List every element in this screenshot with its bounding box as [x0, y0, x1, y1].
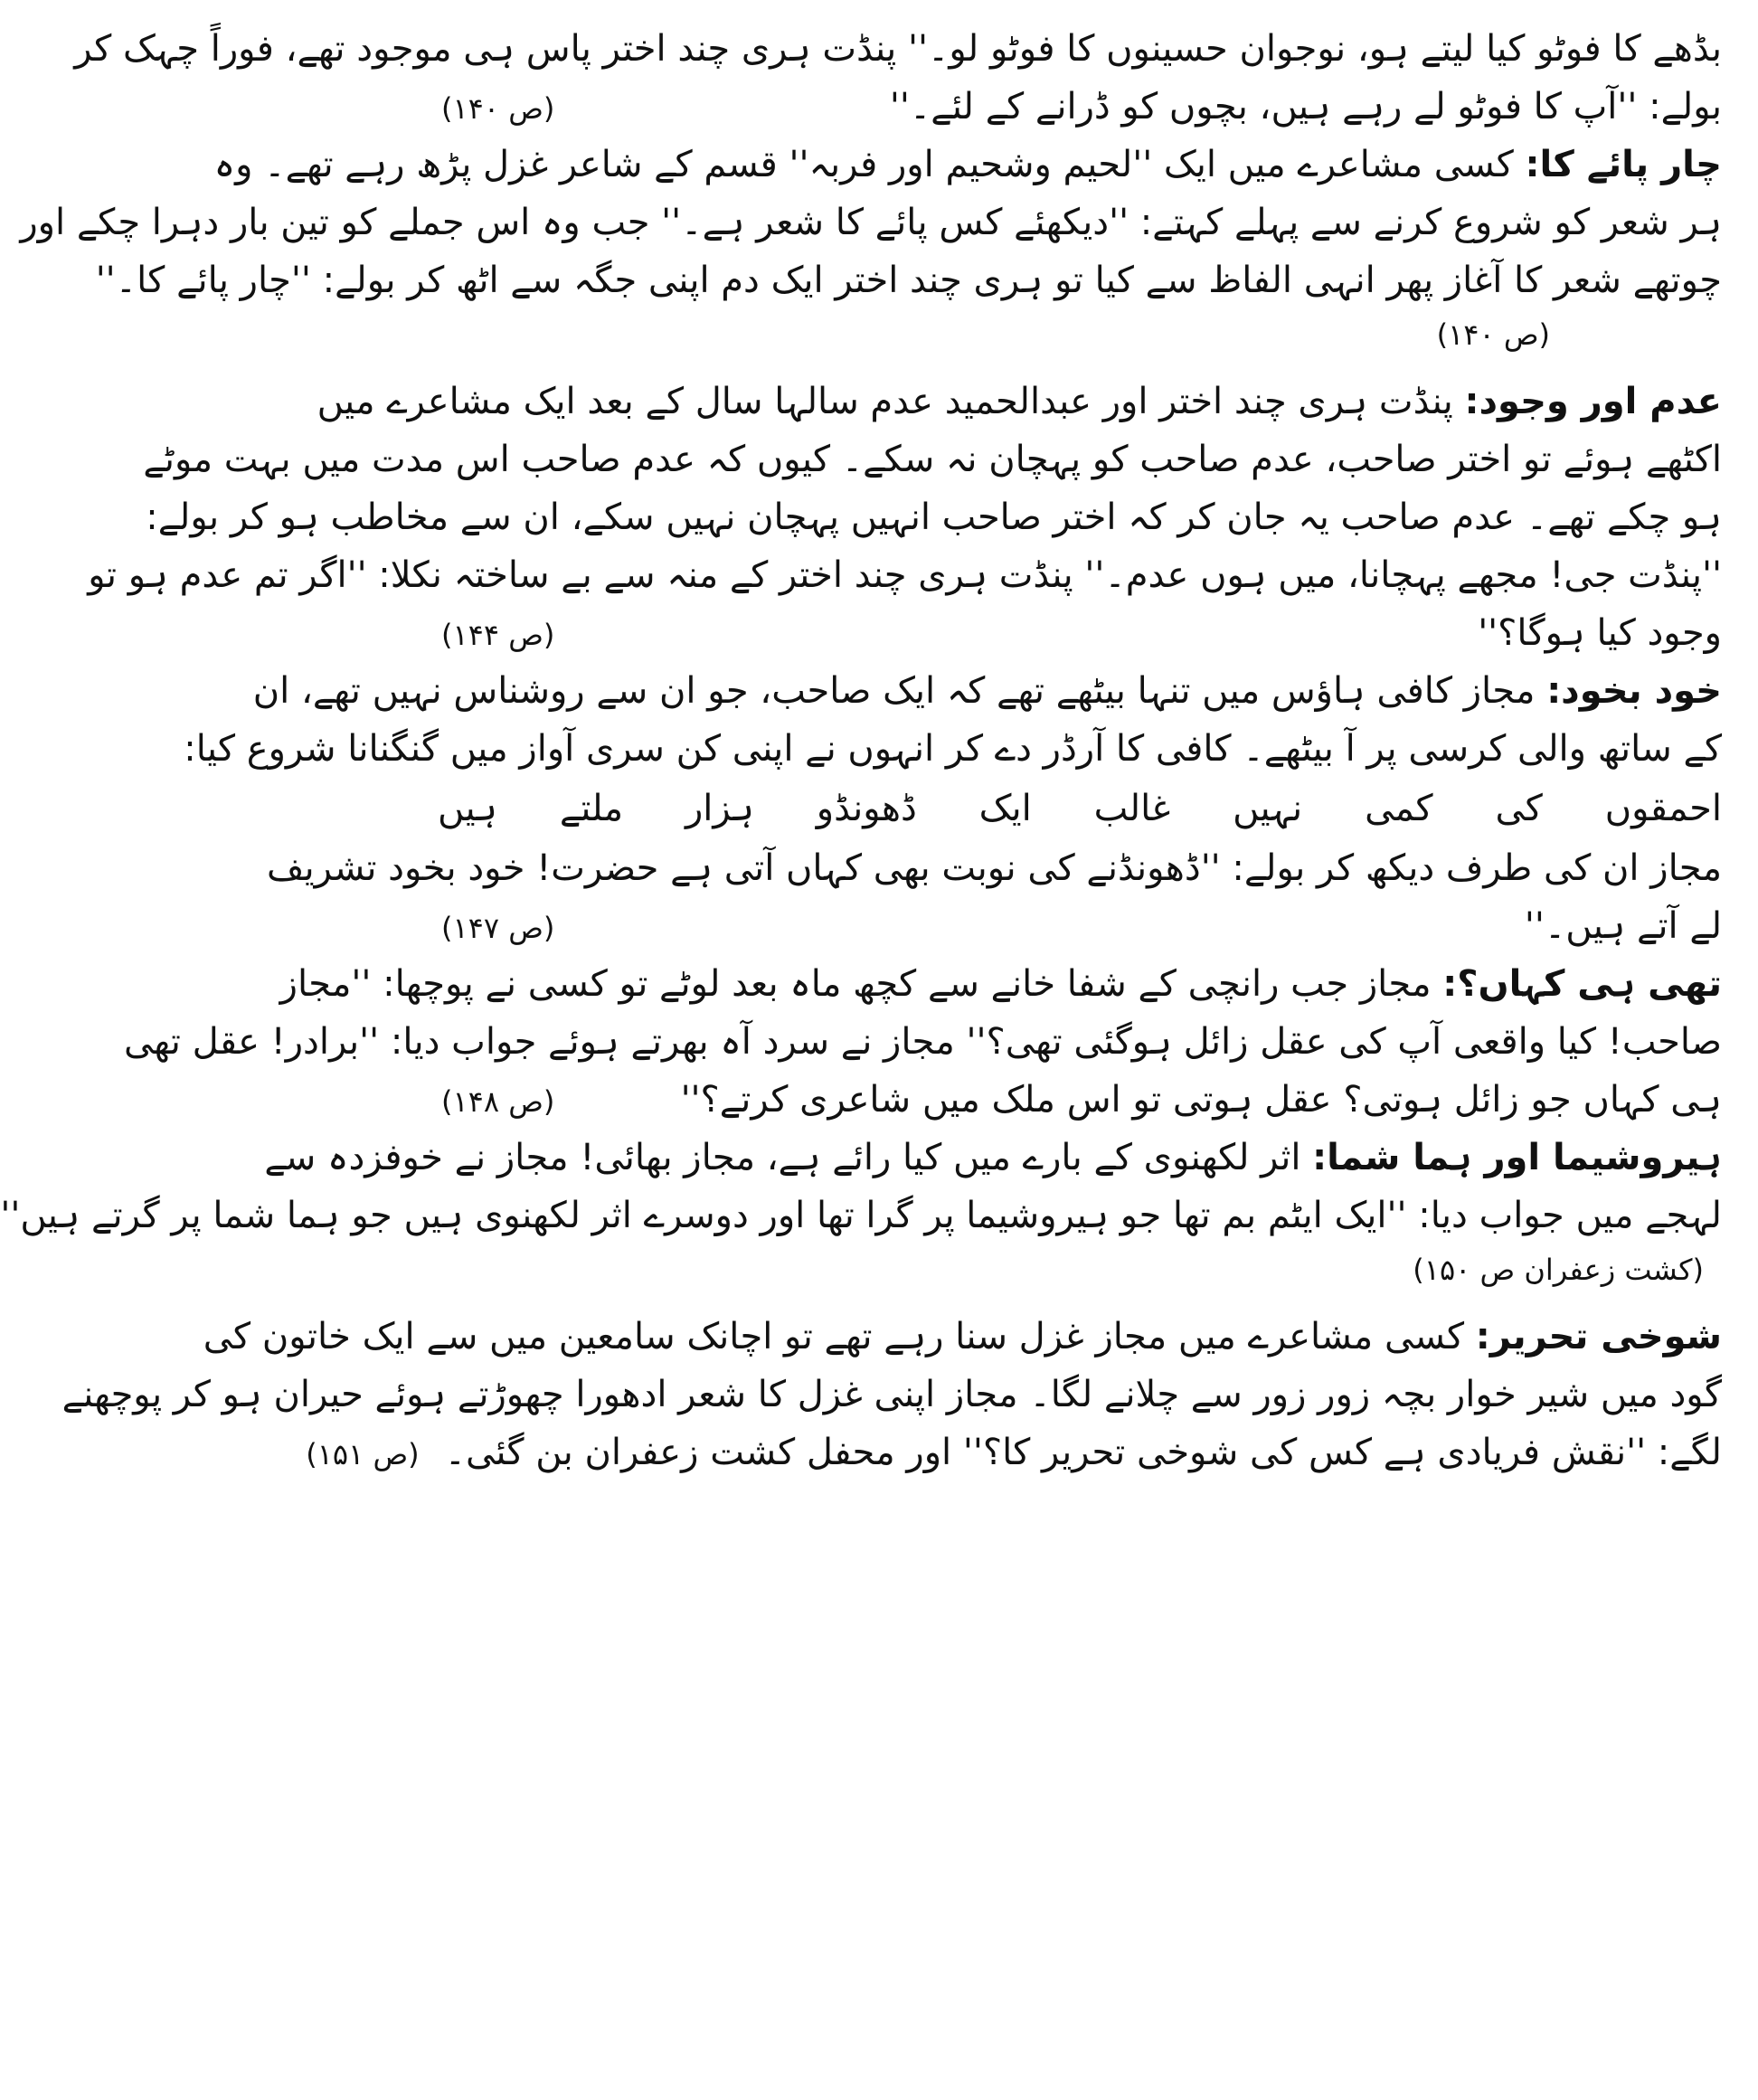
anecdote-heading: خود بخود:	[1546, 670, 1722, 712]
anecdote-text: مجاز جب رانچی کے شفا خانے سے کچھ ماہ بعد لوٹے تو کسی نے پوچھا: ''مجاز	[279, 963, 1443, 1005]
page-reference: (ص ۱۴۸)	[441, 1084, 555, 1119]
paragraph-text: ہی کہاں جو زائل ہوتی؟ عقل ہوتی تو اس ملک میں شاعری کرتے؟''	[680, 1079, 1722, 1121]
paragraph-text: کے ساتھ والی کرسی پر آ بیٹھے۔ کافی کا آرڈر دے کر انہوں نے اپنی کن سری آواز میں گنگنانا شروع کیا:	[184, 728, 1722, 770]
text-line	[438, 897, 1722, 955]
paragraph-text: مجاز ان کی طرف دیکھ کر بولے: ''ڈھونڈنے کی نوبت بھی کہاں آتی ہے حضرت! خود بخود تشریف	[267, 847, 1722, 889]
paragraph-text	[214, 136, 1722, 194]
text-line	[61, 1366, 1722, 1424]
verse-word: غالب	[1093, 788, 1171, 829]
text-line	[279, 955, 1722, 1013]
verse-word: احمقوں	[1604, 788, 1722, 829]
paragraph-text: اکٹھے ہوئے تو اختر صاحب، عدم صاحب کو پہچان نہ سکے۔ کیوں کہ عدم صاحب اس مدت میں بہت موٹے	[143, 439, 1722, 480]
text-line	[88, 546, 1722, 604]
verse-word: کی	[1495, 788, 1543, 829]
verse-word: ڈھونڈو	[816, 788, 917, 829]
page-reference: (ص ۱۴۰)	[1436, 317, 1550, 352]
paragraph-text	[203, 1308, 1722, 1366]
paragraph-text	[253, 662, 1722, 720]
text-line	[123, 1013, 1722, 1071]
verse-line	[438, 778, 1722, 839]
paragraph-text: بولے: ''آپ کا فوٹو لے رہے ہیں، بچوں کو ڈرانے کے لئے۔''	[889, 86, 1722, 128]
text-line	[306, 1424, 1722, 1481]
paragraph-text: لے آتے ہیں۔''	[1524, 905, 1722, 947]
anecdote-text: کسی مشاعرے میں ایک ''لحیم وشحیم اور فربہ'' قسم کے شاعر غزل پڑھ رہے تھے۔ وہ	[213, 144, 1526, 185]
paragraph-text: وجود کیا ہوگا؟''	[1478, 612, 1722, 654]
anecdote-text: پنڈت ہری چند اختر اور عبدالحمید عدم سالہا سال کے بعد ایک مشاعرے میں	[317, 381, 1465, 422]
verse-word: ہزار	[685, 788, 754, 829]
text-line	[20, 194, 1722, 251]
verse-word: ایک	[978, 788, 1032, 829]
text-line	[74, 20, 1722, 78]
text-line	[252, 662, 1722, 720]
paragraph-text: بڈھے کا فوٹو کیا لیتے ہو، نوجوان حسینوں کا فوٹو لو۔'' پنڈت ہری چند اختر پاس ہی موجود تھے، فوراً چہک کر	[74, 28, 1722, 70]
text-line	[438, 604, 1722, 662]
anecdote-heading: ہیروشیما اور ہما شما:	[1312, 1137, 1722, 1178]
text-line	[213, 136, 1722, 194]
text-line	[203, 1308, 1722, 1366]
anecdote-heading: شوخی تحریر:	[1475, 1316, 1722, 1357]
page-reference: (ص ۱۴۴)	[441, 618, 555, 652]
text-line	[264, 1129, 1722, 1187]
paragraph-text: چوتھے شعر کا آغاز پھر انہی الفاظ سے کیا تو ہری چند اختر ایک دم اپنی جگہ سے اٹھ کر بولے: ''چار پائے کا۔''	[95, 260, 1722, 301]
text-line	[0, 1187, 1722, 1244]
verse-word: ہیں	[438, 788, 497, 829]
paragraph-text	[317, 373, 1722, 430]
anecdote-heading: عدم اور وجود:	[1464, 381, 1722, 422]
paragraph-text: ہو چکے تھے۔ عدم صاحب یہ جان کر کہ اختر صاحب انہیں پہچان نہیں سکے، ان سے مخاطب ہو کر بولے:	[146, 497, 1722, 538]
text-line	[184, 720, 1722, 778]
text-line	[438, 78, 1722, 136]
paragraph-text: صاحب! کیا واقعی آپ کی عقل زائل ہوگئی تھی؟'' مجاز نے سرد آہ بھرتے ہوئے جواب دیا: ''برادر! عقل تھی	[123, 1021, 1722, 1063]
verse-word: کمی	[1365, 788, 1433, 829]
page-reference: (ص ۱۴۷)	[441, 911, 555, 945]
page-reference: (ص ۱۴۰)	[441, 91, 555, 126]
paragraph-text: ''پنڈت جی! مجھے پہچانا، میں ہوں عدم۔'' پنڈت ہری چند اختر کے منہ سے بے ساختہ نکلا: ''اگر تم عدم ہو تو	[88, 554, 1722, 596]
anecdote-text: کسی مشاعرے میں مجاز غزل سنا رہے تھے تو اچانک سامعین میں سے ایک خاتون کی	[203, 1316, 1476, 1357]
text-line	[438, 1071, 1722, 1129]
anecdote-text: اثر لکھنوی کے بارے میں کیا رائے ہے، مجاز بھائی! مجاز نے خوفزدہ سے	[264, 1137, 1313, 1178]
text-line	[146, 488, 1722, 546]
paragraph-text: لگے: ''نقش فریادی ہے کس کی شوخی تحریر کا؟'' اور محفل کشت زعفران بن گئی۔	[444, 1432, 1722, 1473]
text-line	[143, 430, 1722, 488]
anecdote-heading: چار پائے کا:	[1525, 144, 1722, 185]
verse-word: ملتے	[559, 788, 624, 829]
paragraph-text	[280, 955, 1722, 1013]
paragraph-text	[264, 1129, 1722, 1187]
anecdote-text: مجاز کافی ہاؤس میں تنہا بیٹھے تھے کہ ایک صاحب، جو ان سے روشناس نہیں تھے، ان	[252, 670, 1547, 712]
source-reference: (کشت زعفران ص ۱۵۰)	[1413, 1253, 1704, 1287]
page-reference: (ص ۱۵۱)	[306, 1437, 420, 1471]
verse-word: نہیں	[1233, 788, 1303, 829]
text-line	[267, 839, 1722, 897]
paragraph-text: لہجے میں جواب دیا: ''ایک ایٹم بم تھا جو ہیروشیما پر گرا تھا اور دوسرے اثر لکھنوی ہیں جو ہما شما پر گرتے ہیں''	[0, 1195, 1722, 1236]
paragraph-text: گود میں شیر خوار بچہ زور زور سے چلانے لگا۔ مجاز اپنی غزل کا شعر ادھورا چھوڑتے ہوئے حیران ہو کر پوچھنے	[61, 1374, 1722, 1415]
text-line	[317, 373, 1722, 430]
document-page	[0, 20, 1722, 2055]
text-line	[95, 251, 1722, 309]
paragraph-text: ہر شعر کو شروع کرنے سے پہلے کہتے: ''دیکھئے کس پائے کا شعر ہے۔'' جب وہ اس جملے کو تین بار دہرا چکے اور	[20, 202, 1722, 243]
anecdote-heading: تھی ہی کہاں؟:	[1442, 963, 1722, 1005]
